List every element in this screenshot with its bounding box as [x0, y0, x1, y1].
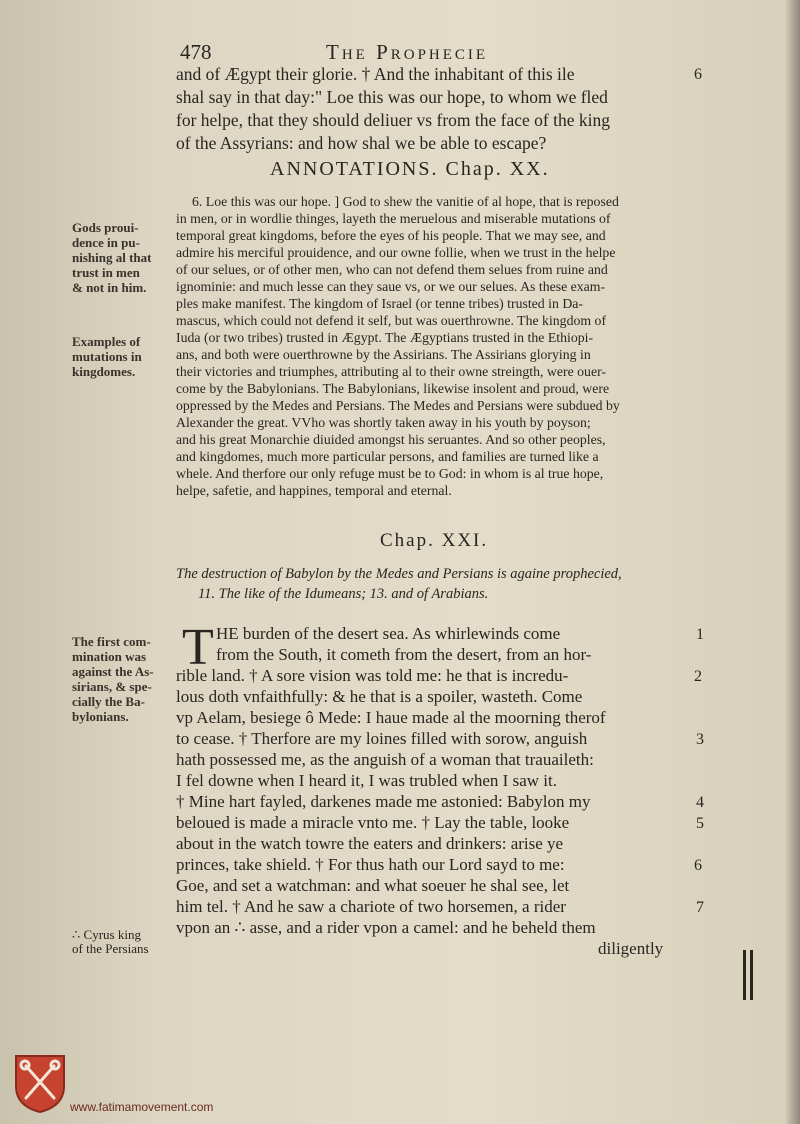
rule-mark — [743, 950, 746, 1000]
text-line: their victories and triumphes, attributing al to their owne streingth, were ouer- — [176, 364, 606, 379]
text-line: about in the watch towre the eaters and drinkers: arise ye — [176, 834, 564, 853]
text-line: † Mine hart fayled, darkenes made me astonied: Babylon my — [176, 792, 591, 811]
verse-number: 2 — [694, 668, 702, 685]
chapter-heading: Chap. XXI. — [380, 530, 489, 551]
verse-number: 7 — [696, 899, 704, 916]
text-line: oppressed by the Medes and Persians. The Medes and Persians were subdued by — [176, 398, 620, 413]
page-number: 478 — [180, 40, 212, 64]
text-line: in men, or in wordlie thinges, layeth the meruelous and miserable mutations of — [176, 211, 611, 226]
text-line: diligently — [598, 939, 664, 958]
text-line: HE burden of the desert sea. As whirlewinds come — [216, 624, 561, 643]
rule-mark — [750, 950, 753, 1000]
text-line: admire his merciful prouidence, and our owne follie, when we trust in the helpe — [176, 245, 616, 260]
text-line: Goe, and set a watchman: and what soeuer he shal see, let — [176, 876, 570, 895]
text-line: rible land. † A sore vision was told me: he that is incredu- — [176, 666, 569, 685]
verse-number: 6 — [694, 857, 702, 874]
running-title: The Prophecie — [326, 40, 489, 64]
printer-rule-marks — [743, 950, 755, 1000]
text-line: of our selues, or of other men, who can not defend them selues from ruine and — [176, 262, 608, 277]
margin-note-providence: Gods proui- dence in pu- nishing al that trust in men & not in him. — [72, 220, 152, 295]
text-line: 6. Loe this was our hope. ] God to shew the vanitie of al hope, that is reposed — [192, 194, 619, 209]
text-line: and of Ægypt their glorie. † And the inhabitant of this ile — [176, 64, 575, 84]
verse-number: 3 — [696, 731, 704, 748]
text-line: and his great Monarchie diuided amongst his seruantes. And so other peoples, — [176, 432, 606, 447]
text-line: ples make manifest. The kingdom of Israel (or tenne tribes) trusted in Da- — [176, 296, 584, 311]
verse-number: 6 — [694, 66, 702, 83]
text-line: Iuda (or two tribes) trusted in Ægypt. The Ægyptians trusted in the Ethiopi- — [176, 330, 594, 345]
text-line: beloued is made a miracle vnto me. † Lay the table, looke — [176, 813, 570, 832]
drop-cap: T — [182, 619, 214, 676]
text-line: ans, and both were ouerthrowne by the Assirians. The Assirians glorying in — [176, 347, 591, 362]
text-line: of the Assyrians: and how shal we be able to escape? — [176, 133, 547, 153]
text-line: vp Aelam, besiege ô Mede: I haue made al the moorning therof — [176, 708, 606, 727]
text-line: princes, take shield. † For thus hath our Lord sayd to me: — [176, 855, 565, 874]
annotations-heading: ANNOTATIONS. Chap. XX. — [270, 158, 550, 180]
text-line: I fel downe when I heard it, I was trubled when I saw it. — [176, 771, 557, 790]
verse-number: 4 — [696, 794, 704, 811]
text-line: 11. The like of the Idumeans; 13. and of Arabians. — [198, 586, 489, 602]
text-line: vpon an ∴ asse, and a rider vpon a camel: and he beheld them — [176, 918, 596, 937]
watermark-url: www.fatimamovement.com — [70, 1100, 214, 1114]
text-line: from the South, it cometh from the desert, from an hor- — [216, 645, 592, 664]
page-header — [176, 40, 696, 64]
text-line: to cease. † Therfore are my loines filled with sorow, anguish — [176, 729, 588, 748]
text-line: for helpe, that they should deliuer vs from the face of the king — [176, 110, 610, 130]
text-line: helpe, safetie, and happines, temporal and eternal. — [176, 483, 452, 498]
margin-note-commination: The first com- mination was against the As- sirians, & spe- cially the Ba- bylonians. — [72, 634, 154, 724]
text-line: whele. And therfore our only refuge must be to God: in whom is al true hope, — [176, 466, 604, 481]
text-line: and kingdomes, much more particular persons, and families are turned like a — [176, 449, 599, 464]
text-line: him tel. † And he saw a chariote of two horsemen, a rider — [176, 897, 566, 916]
crossed-keys-shield-icon — [12, 1052, 68, 1114]
text-line: The destruction of Babylon by the Medes and Persians is againe prophecied, — [176, 566, 622, 582]
text-line: Alexander the great. VVho was shortly taken away in his youth by poyson; — [176, 415, 591, 430]
text-line: hath possessed me, as the anguish of a woman that trauaileth: — [176, 750, 594, 769]
text-line: lous doth vnfaithfully: & he that is a spoiler, wasteth. Come — [176, 687, 583, 706]
text-line: temporal great kingdoms, before the eyes of his people. That we may see, and — [176, 228, 606, 243]
text-line: shal say in that day:" Loe this was our hope, to whom we fled — [176, 87, 608, 107]
text-line: ignominie: and much lesse can they saue vs, or we our selues. As these exam- — [176, 279, 606, 294]
page-edge-shadow — [786, 0, 800, 1124]
text-line: mascus, which could not defend it self, but was ouerthrowne. The kingdom of — [176, 313, 607, 328]
margin-note-cyrus: ∴ Cyrus king of the Persians — [72, 927, 149, 956]
text-line: come by the Babylonians. The Babylonians, likewise insolent and proud, were — [176, 381, 610, 396]
margin-note-examples: Examples of mutations in kingdomes. — [72, 334, 142, 379]
verse-number: 5 — [696, 815, 704, 832]
verse-number: 1 — [696, 626, 704, 643]
